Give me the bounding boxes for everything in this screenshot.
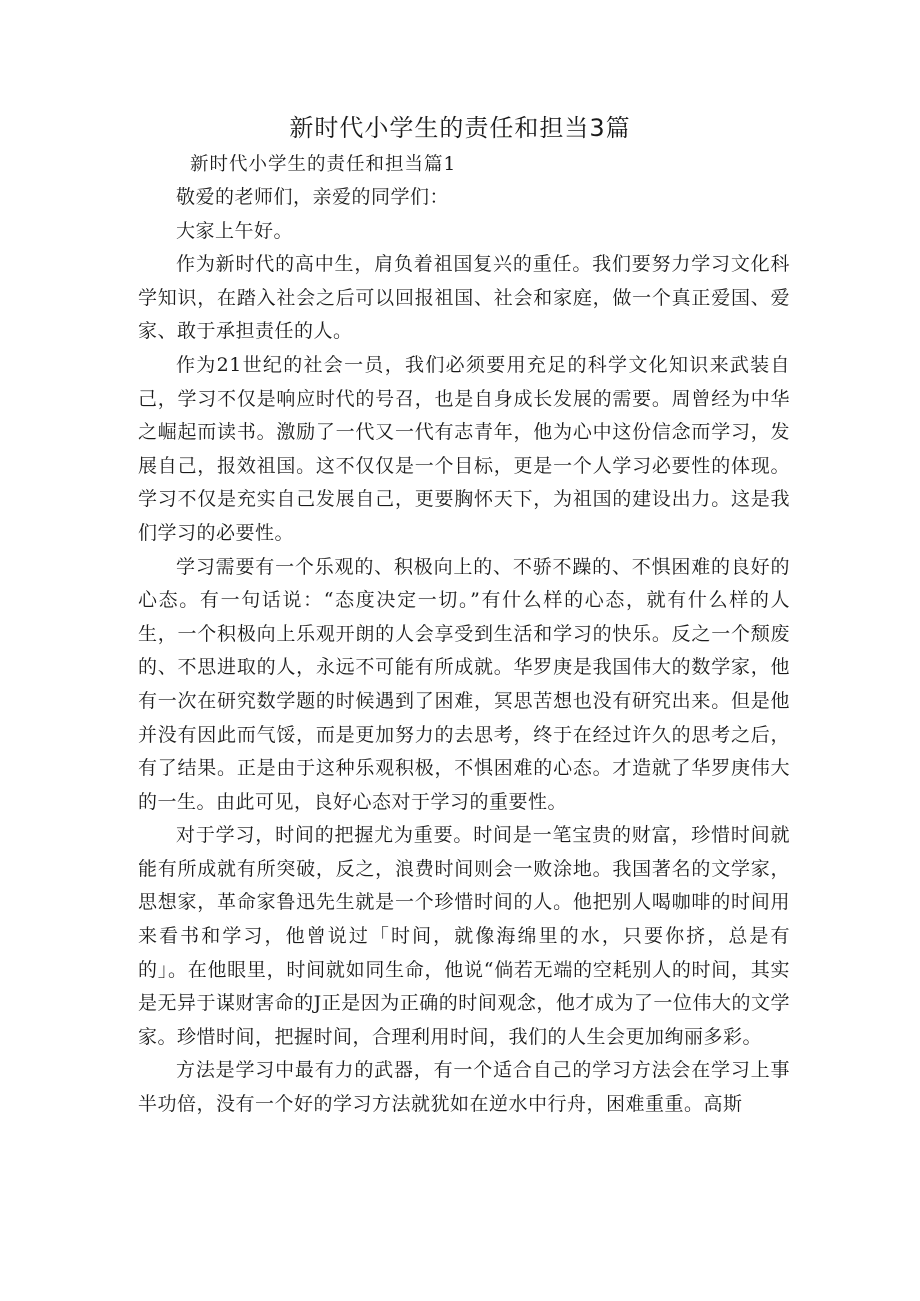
section-heading: 新时代小学生的责任和担当篇1 [190, 154, 457, 175]
document-title: 新时代小学生的责任和担当3篇 [289, 114, 631, 142]
salutation-paragraph: 大家上午好。 [176, 219, 294, 242]
document-body [138, 181, 790, 1122]
body-paragraph: 学习需要有一个乐观的、积极向上的、不骄不躁的、不惧困难的良好的心态。有一句话说：“态度决定一切。”有什么样的心态，就有什么样的人生，一个积极向上乐观开朗的人会享受到生活和学习的快乐。反之一个颓废的、不思进取的人，永远不可能有所成就。华罗庚是我国伟大的数学家，他有一次在研究数学题的时候遇到了困难，冥思苦想也没有研究出来。但是他并没有因此而气馁，而是更加努力的去思考，终于在经过许久的思考之后，有了结果。正是由于这种乐观积极，不惧困难的心态。才造就了华罗庚伟大的一生。由此可见，良好心态对于学习的重要性。 [138, 555, 790, 813]
body-paragraph: 作为新时代的高中生，肩负着祖国复兴的重任。我们要努力学习文化科学知识，在踏入社会之后可以回报祖国、社会和家庭，做一个真正爱国、爱家、敢于承担责任的人。 [138, 253, 790, 343]
body-paragraph: 作为21世纪的社会一员，我们必须要用充足的科学文化知识来武装自己，学习不仅是响应时代的号召，也是自身成长发展的需要。周曾经为中华之崛起而读书。激励了一代又一代有志青年，他为心中这份信念而学习，发展自己，报效祖国。这不仅仅是一个目标，更是一个人学习必要性的体现。学习不仅是充实自己发展自己，更要胸怀天下，为祖国的建设出力。这是我们学习的必要性。 [138, 353, 790, 544]
body-paragraph: 对于学习，时间的把握尤为重要。时间是一笔宝贵的财富，珍惜时间就能有所成就有所突破，反之，浪费时间则会一败涂地。我国著名的文学家，思想家，革命家鲁迅先生就是一个珍惜时间的人。他把别人喝咖啡的时间用来看书和学习，他曾说过「时间，就像海绵里的水，只要你挤，总是有的」。在他眼里，时间就如同生命，他说“倘若无端的空耗别人的时间，其实是无异于谋财害命的J正是因为正确的时间观念，他才成为了一位伟大的文学家。珍惜时间，把握时间，合理利用时间，我们的人生会更加绚丽多彩。 [138, 824, 790, 1048]
body-paragraph: 方法是学习中最有力的武器，有一个适合自己的学习方法会在学习上事半功倍，没有一个好的学习方法就犹如在逆水中行舟，困难重重。高斯 [138, 1059, 790, 1116]
greeting-paragraph: 敬爱的老师们，亲爱的同学们： [176, 186, 450, 208]
